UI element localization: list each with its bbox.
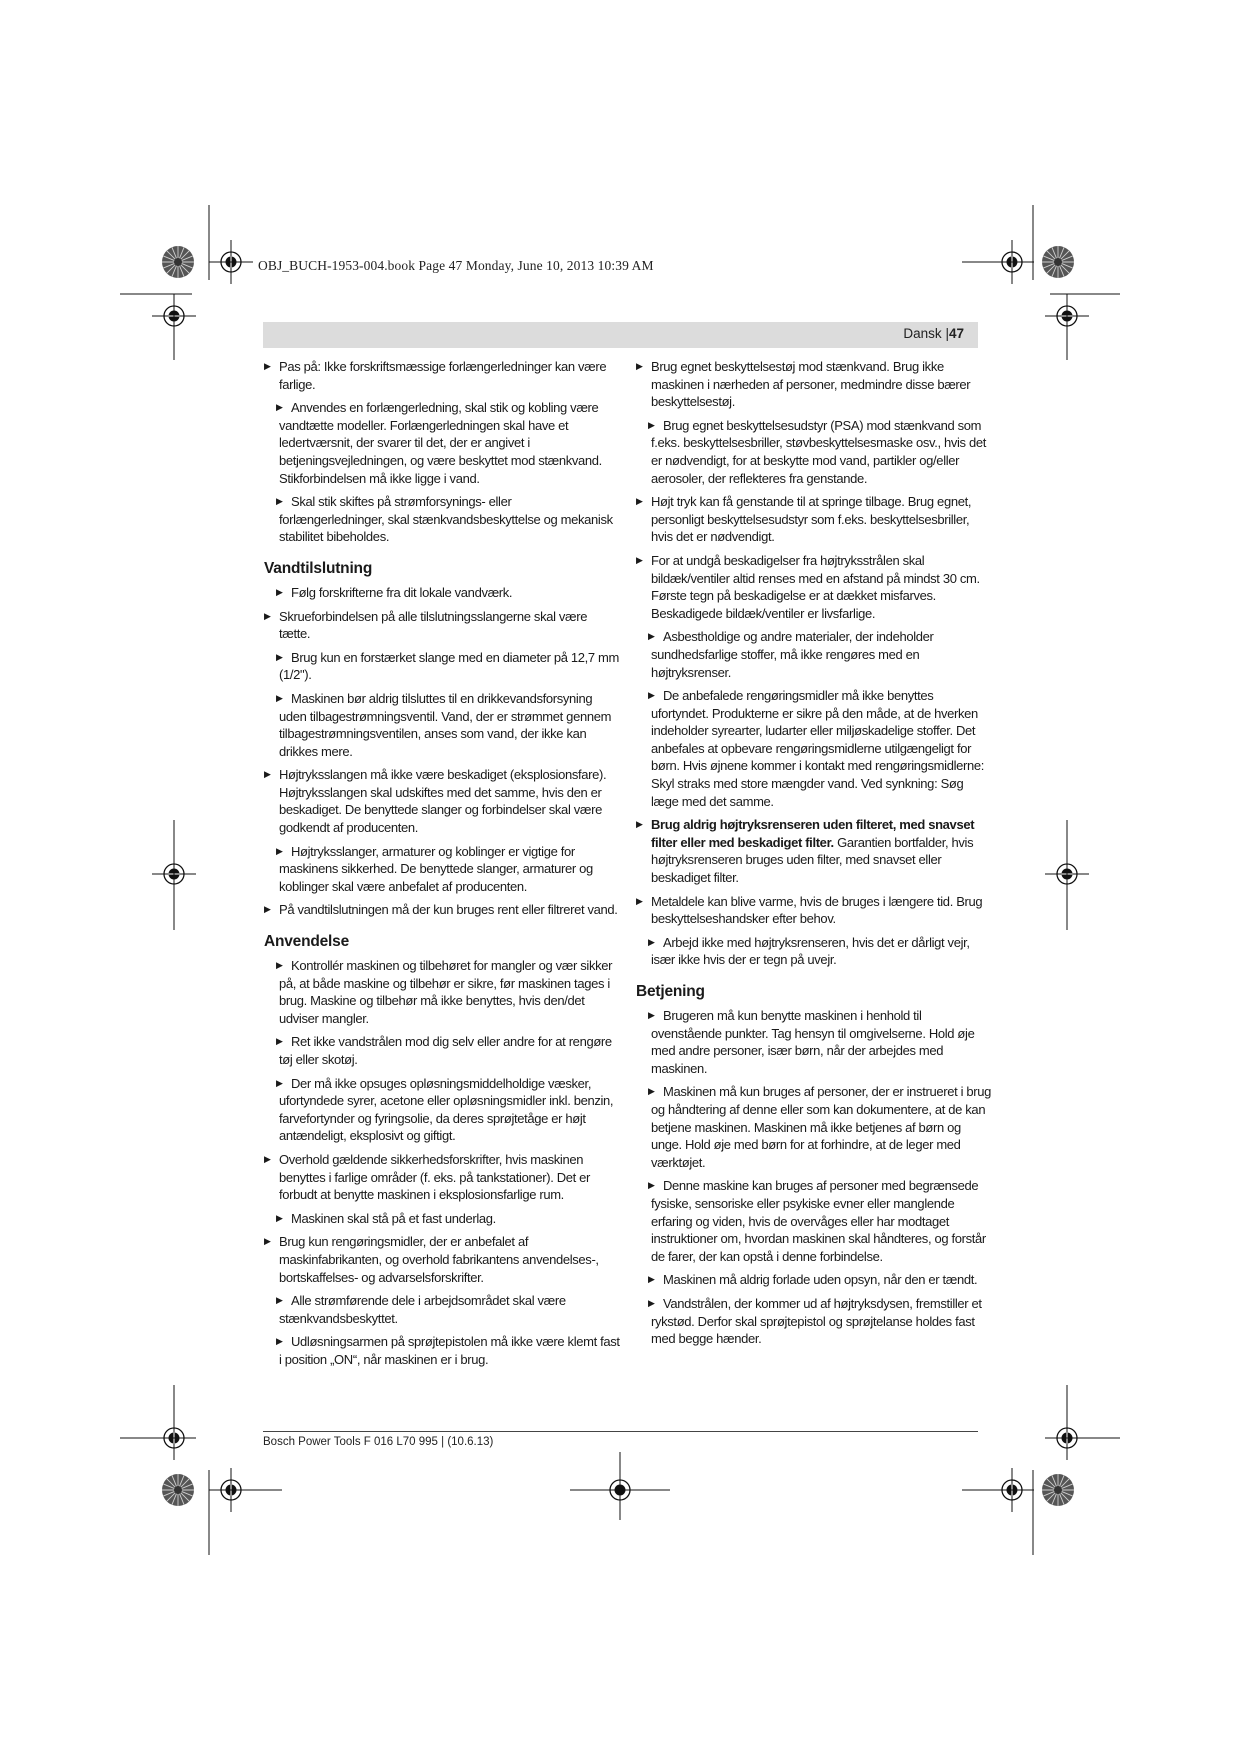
list-item: ▶ Denne maskine kan bruges af personer med begrænsede fysiske, sensoriske eller psykiske evner eller manglende erfaring og viden, hvis de overvåges eller har modtaget instruktioner om, hvordan maskinen skal håndteres, og forstår de farer, der kan opstå i denne forbindelse. <box>636 1177 992 1265</box>
list-item: ▶ Der må ikke opsuges opløsningsmiddelholdige væsker, ufortyndede syrer, acetone eller opløsningsmidler inkl. benzin, farvefortynder og fyringsolie, da deres sprøjtetåge er højt antændeligt, eksplosivt og giftigt. <box>264 1075 620 1145</box>
section-heading-operation: Betjening <box>636 983 705 1000</box>
page-number: 47 <box>948 326 964 341</box>
footer-text: Bosch Power Tools F 016 L70 995 | (10.6.13) <box>263 1436 494 1448</box>
list-item: ▶ Skal stik skiftes på strømforsynings- eller forlængerledninger, skal stænkvandsbeskyttelse og mekanisk stabilitet bibeholdes. <box>264 493 620 546</box>
footer-rule <box>263 1431 978 1432</box>
list-item: ▶ Skrueforbindelsen på alle tilslutningsslangerne skal være tætte. <box>264 608 620 643</box>
book-info: OBJ_BUCH-1953-004.book Page 47 Monday, June 10, 2013 10:39 AM <box>258 258 654 273</box>
right-column <box>636 358 992 1354</box>
header-separator: | <box>945 326 949 341</box>
list-item: ▶ Overhold gældende sikkerhedsforskrifter, hvis maskinen benyttes i farlige områder (f. eks. på tankstationer). Det er forbudt at benytte maskinen i eksplosionsfarlige rum. <box>264 1151 620 1204</box>
section-heading-use: Anvendelse <box>264 933 350 951</box>
list-item: ▶ Brug kun rengøringsmidler, der er anbefalet af maskinfabrikanten, og overhold fabrikantens anvendelses-, bortskaffelses- og advarselsforskrifter. <box>264 1233 620 1286</box>
list-item: ▶ De anbefalede rengøringsmidler må ikke benyttes ufortyndet. Produkterne er sikre på den måde, at de hverken indeholder syrearter, ludarter eller miljøskadelige stoffer. Det anbefales at opbevare rengøringsmidlerne utilgængeligt for børn. Hvis øjnene kommer i kontakt med rengøringsmidlerne: Skyl straks med store mængder vand. Ved synkning: Søg læge med det samme. <box>636 687 992 810</box>
list-item: ▶ Maskinen må aldrig forlade uden opsyn, når den er tændt. <box>636 1271 992 1289</box>
list-item: ▶ Alle strømførende dele i arbejdsområdet skal være stænkvandsbeskyttet. <box>264 1292 620 1327</box>
list-item: ▶ Højt tryk kan få genstande til at springe tilbage. Brug egnet, personligt beskyttelsesudstyr som f.eks. beskyttelsesbriller, hvis det er nødvendigt. <box>636 493 992 546</box>
color-target-icon <box>162 1474 194 1506</box>
list-item: ▶ Brug egnet beskyttelsestøj mod stænkvand. Brug ikke maskinen i nærheden af personer, medmindre disse bærer beskyttelsestøj. <box>636 358 992 411</box>
list-item: ▶ Brug egnet beskyttelsesudstyr (PSA) mod stænkvand som f.eks. beskyttelsesbriller, støvbeskyttelsesmaske osv., hvis det er nødvendigt, for at beskytte mod vand, partikler og/eller aerosoler, der reflekteres fra genstande. <box>636 417 992 487</box>
list-item: ▶ Maskinen skal stå på et fast underlag. <box>264 1210 620 1228</box>
list-item: ▶ På vandtilslutningen må der kun bruges rent eller filtreret vand. <box>264 901 620 919</box>
list-item: ▶ Kontrollér maskinen og tilbehøret for mangler og vær sikker på, at både maskine og tilbehør er sikre, før maskinen tages i brug. Maskine og tilbehør må ikke benyttes, hvis den/det udviser mangler. <box>264 957 620 1027</box>
section-heading-water: Vandtilslutning <box>264 559 373 577</box>
list-item: ▶ Maskinen bør aldrig tilsluttes til en drikkevandsforsyning uden tilbagestrømningsventil. Vand, der er strømmet gennem tilbagestrømningsventilen, anses som vand, der ikke kan drikkes mere. <box>264 690 620 760</box>
list-item: ▶ Metaldele kan blive varme, hvis de bruges i længere tid. Brug beskyttelseshandsker efter behov. <box>636 893 992 928</box>
list-item: ▶ Udløsningsarmen på sprøjtepistolen må ikke være klemt fast i position „ON“, når maskinen er i brug. <box>264 1333 620 1368</box>
list-item: ▶ Højtryksslanger, armaturer og koblinger er vigtige for maskinens sikkerhed. De benyttede slanger, armaturer og koblinger skal være anbefalet af producenten. <box>264 843 620 896</box>
list-item: ▶ Vandstrålen, der kommer ud af højtryksdysen, fremstiller et rykstød. Derfor skal sprøjtepistol og sprøjtelanse holdes fast med begge hænder. <box>636 1295 992 1348</box>
color-target-icon <box>162 246 194 278</box>
list-item: ▶ For at undgå beskadigelser fra højtryksstrålen skal bildæk/ventiler altid renses med en afstand på mindst 30 cm. Første tegn på beskadigelse er at dækket misfarves. Beskadigede bildæk/ventiler er livsfarlige. <box>636 552 992 622</box>
list-item: ▶ Ret ikke vandstrålen mod dig selv eller andre for at rengøre tøj eller skotøj. <box>264 1033 620 1068</box>
header-text <box>903 326 964 341</box>
list-item: ▶ Højtryksslangen må ikke være beskadiget (eksplosionsfare). Højtryksslangen skal udskiftes med det samme, hvis den er beskadiget. De benyttede slanger og forbindelser skal være godkendt af producenten. <box>264 766 620 836</box>
list-item: ▶ Følg forskrifterne fra dit lokale vandværk. <box>264 584 620 602</box>
filter-warning-bold: Brug aldrig højtryksrenseren uden filteret, med snavset filter eller med beskadiget filter. <box>651 817 975 850</box>
list-item: ▶ Maskinen må kun bruges af personer, der er instrueret i brug og håndtering af denne eller som kan dokumentere, at de kan betjene maskinen. Maskinen må ikke betjenes af børn og unge. Hold øje med børn for at forhindre, at de leger med værktøjet. <box>636 1083 992 1171</box>
list-item: ▶ Brugeren må kun benytte maskinen i henhold til ovenstående punkter. Tag hensyn til omgivelserne. Hold øje med andre personer, især børn, når der arbejdes med maskinen. <box>636 1007 992 1077</box>
filter-warning-text: Garantien bortfalder, hvis højtryksrenseren bruges uden filter, med snavset eller beskadiget filter. <box>651 834 974 886</box>
color-target-icon <box>1042 246 1074 278</box>
list-item-filter-warning <box>636 816 992 886</box>
list-item: ▶ Anvendes en forlængerledning, skal stik og kobling være vandtætte modeller. Forlængerledningen skal have et ledertværsnit, der svarer til det, der er angivet i betjeningsvejledningen, og være beskyttet mod stænkvand. Stikforbindelsen må ikke ligge i vand. <box>264 399 620 487</box>
list-item: ▶ Pas på: Ikke forskriftsmæssige forlængerledninger kan være farlige. <box>264 358 620 393</box>
color-target-icon <box>1042 1474 1074 1506</box>
left-column <box>264 358 620 1375</box>
list-item: ▶ Arbejd ikke med højtryksrenseren, hvis det er dårligt vejr, især ikke hvis der er tegn på uvejr. <box>636 934 992 969</box>
page-header <box>263 322 978 348</box>
list-item: ▶ Brug kun en forstærket slange med en diameter på 12,7 mm (1/2"). <box>264 649 620 684</box>
header-language: Dansk <box>903 326 942 341</box>
list-item: ▶ Asbestholdige og andre materialer, der indeholder sundhedsfarlige stoffer, må ikke rengøres med en højtryksrenser. <box>636 628 992 681</box>
